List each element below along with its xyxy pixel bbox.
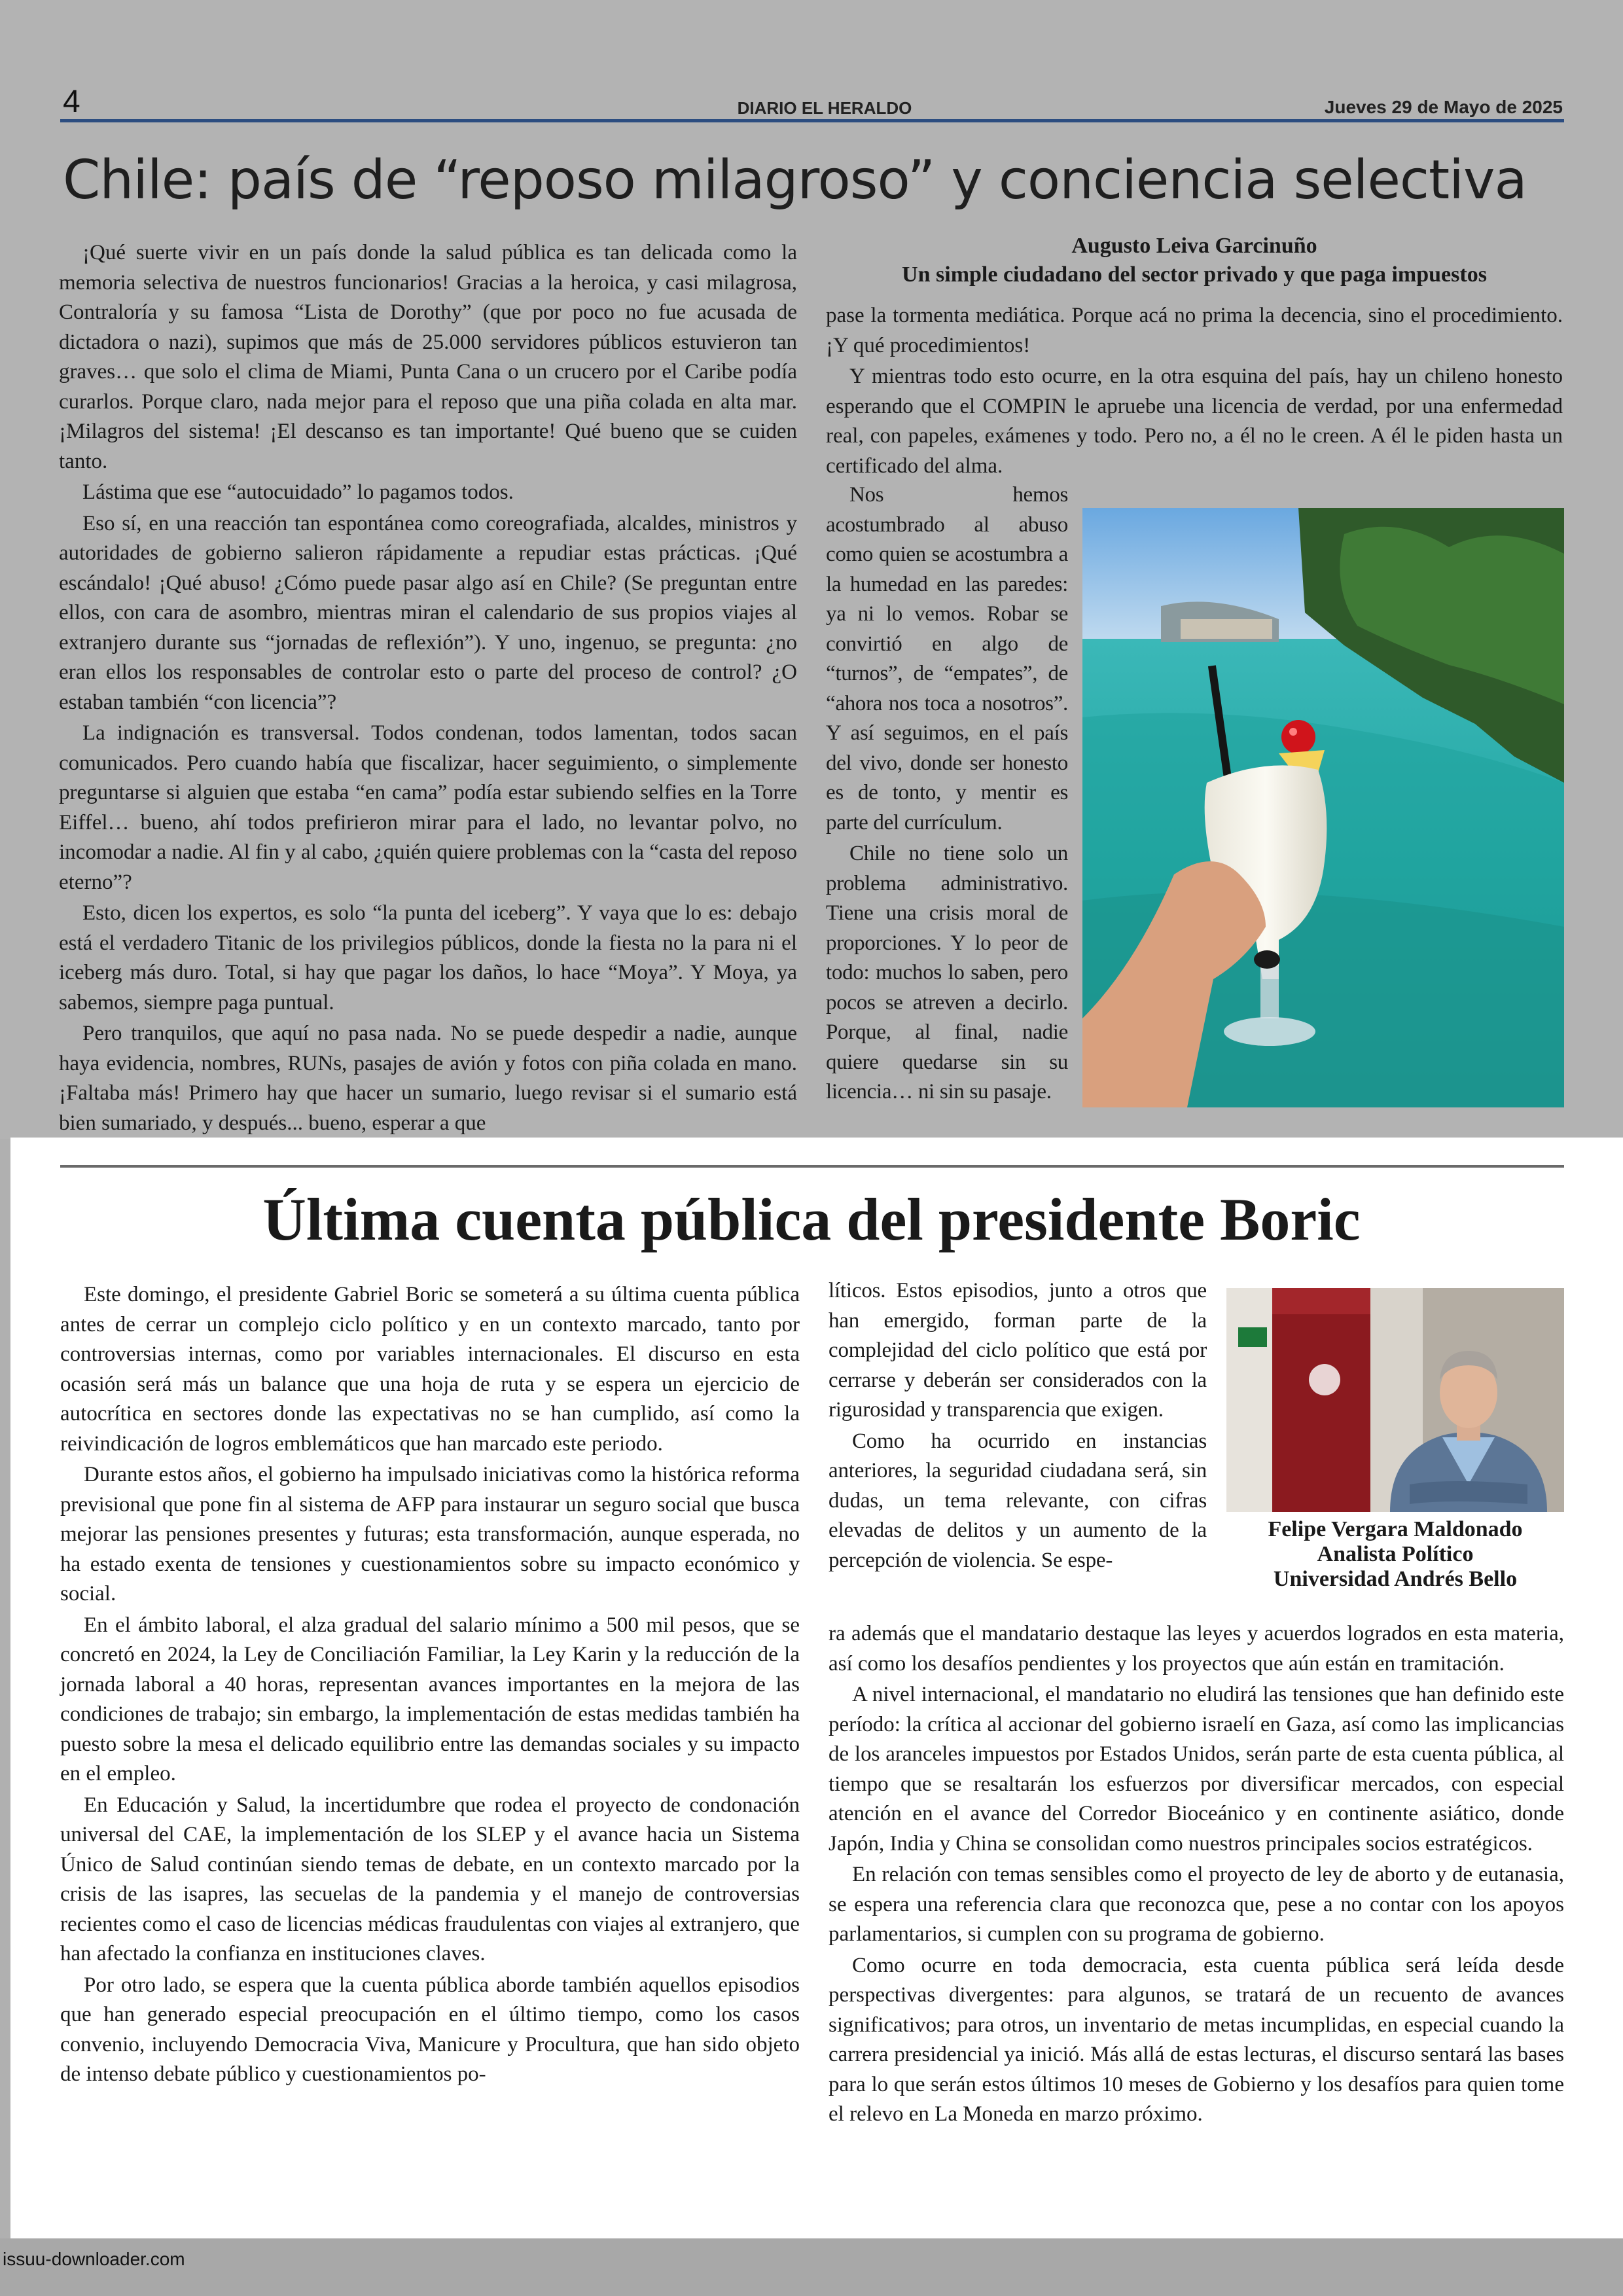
paragraph: Pero tranquilos, que aquí no pasa nada. No se puede despedir a nadie, aunque haya evidencia, nombres, RUNs, pasajes de avión y fotos con piña colada en mano. ¡Faltaba más! Primero hay que hacer un sumario, luego revisar si el sumario está bien sumariado, y después... bueno, esperar a que [59,1022,797,1135]
article1-column2-narrow [826,480,1068,1109]
paragraph: Eso sí, en una reacción tan espontánea como coreografiada, alcaldes, ministros y autoridades de gobierno salieron rápidamente a repudiar estas prácticas. ¡Qué escándalo! ¡Qué abuso! ¿Cómo puede pasar algo así en Chile? (Se preguntan entre ellos, con cara de asombro, mientras miran el calendario de sus propios viajes al extranjero durante sus “jornadas de reflexión”). Y uno, ingenuo, se pregunta: ¿no eran ellos los responsables de controlar esto o parte del proceso de control? ¿O estaban también “con licencia”? [59,511,797,714]
paragraph: Nos hemos acostumbrado al abuso como quien se acostumbra a la humedad en las paredes: ya ni lo vemos. Robar se convirtió en algo de “turnos”, de “empates”, de “ahora nos toca a nosotros”. Y así seguimos, en el país del vivo, donde ser honesto es de tonto, y mentir es parte del currículum. [826,483,1068,834]
section-divider [60,1165,1564,1168]
paragraph: ra además que el mandatario destaque las leyes y acuerdos logrados en esta materia, así como los desafíos pendientes y los proyectos que aún están en tramitación. [829,1622,1564,1676]
paragraph: Como ocurre en toda democracia, esta cuenta pública será leída desde perspectivas divergentes: para algunos, se tratará de un recuento de avances significativos; para otros, un inventario de metas incumplidas, en especial cuando la carrera presidencial ya inició. Más allá de estas lecturas, el discurso sentará las bases para lo que serán estos últimos 10 meses de Gobierno y los desafíos para quien tome el relevo en La Moneda en marzo próximo. [829,1953,1564,2126]
article2-column2-wide [829,1619,1564,2131]
paragraph: ¡Qué suerte vivir en un país donde la salud pública es tan delicada como la memoria selectiva de nuestros funcionarios! Gracias a la heroica, y casi milagrosa, Contraloría y su famosa “Lista de Dorothy” (que por poco no fue acusada de dictadora o nazi), supimos que más de 25.000 servidores públicos estuvieron tan graves… que solo el clima de Miami, Punta Cana o un crucero por el Caribe podía curarlos. Porque claro, nada mejor para el reposo que una piña colada en alta mar. ¡Milagros del sistema! ¡El descanso es tan importante! Qué bueno que se cuiden tanto. [59,241,797,473]
article2-author-name: Felipe Vergara Maldonado [1268,1517,1523,1541]
article2-author-role: Analista Político [1317,1542,1474,1566]
pina-colada-photo [1082,508,1564,1107]
article2-column2-narrow [829,1276,1207,1577]
paragraph: Como ha ocurrido en instancias anteriores, la seguridad ciudadana será, sin dudas, un tema relevante, con cifras elevadas de delitos y un aumento de la percepción de violencia. Se espe- [829,1429,1207,1572]
newspaper-name: DIARIO EL HERALDO [737,98,912,118]
paragraph: Este domingo, el presidente Gabriel Boric se someterá a su última cuenta pública antes de cerrar un complejo ciclo político y en un contexto marcado, tanto por controversias internas, como por variables internacionales. El discurso en esta ocasión será más un balance que una hoja de ruta y se espera un ejercicio de autocrítica en sectores donde las expectativas no se han cumplido, así como la reivindicación de logros emblemáticos que han marcado este periodo. [60,1283,800,1456]
article2-author-affiliation: Universidad Andrés Bello [1273,1567,1518,1591]
article1-byline [825,232,1564,289]
paragraph: Por otro lado, se espera que la cuenta pública aborde también aquellos episodios que han generado especial preocupación en el último tiempo, como los casos convenio, incluyendo Democracia Viva, Manicure y Procultura, que han sido objeto de intenso debate público y cuestionamientos po- [60,1973,800,2086]
paragraph: En Educación y Salud, la incertidumbre que rodea el proyecto de condonación universal del CAE, la implementación de los SLEP y el avance hacia un Sistema Único de Salud continúan siendo temas de debate, en un contexto marcado por la crisis de las isapres, las secuelas de la pandemia y el manejo de controversias recientes como el caso de licencias médicas fraudulentas con viajes al extranjero, que han afectado la confianza en instituciones claves. [60,1793,800,1965]
paragraph: Lástima que ese “autocuidado” lo pagamos todos. [82,480,514,504]
header-rule [60,119,1564,122]
paragraph: A nivel internacional, el mandatario no eludirá las tensiones que han definido este período: la crítica al accionar del gobierno israelí en Gaza, así como las implicancias de los aranceles impuestos por Estados Unidos, serán parte de esta cuenta pública, al tiempo que se resaltarán los esfuerzos por diversificar mercados, con especial atención en el avance del Corredor Bioceánico y en continente asiático, donde Japón, India y China se consolidan como nuestros principales socios estratégicos. [829,1683,1564,1856]
article1-headline: Chile: país de “reposo milagroso” y conciencia selectiva [63,149,1527,211]
article1-column2-top [826,301,1563,482]
paragraph: líticos. Estos episodios, junto a otros que han emergido, forman parte de la complejidad del ciclo político que está por cerrarse y deberán ser considerados con la rigurosidad y transparencia que exigen. [829,1279,1207,1422]
page-number: 4 [63,84,80,119]
article1-author: Augusto Leiva Garcinuño [1071,234,1317,258]
article2-byline [1226,1517,1564,1592]
author-portrait-photo [1226,1288,1564,1512]
paragraph: La indignación es transversal. Todos condenan, todos lamentan, todos sacan comunicados. Pero cuando había que fiscalizar, hacer seguimiento, o simplemente preguntarse si alguien que estaba “en cama” podía estar subiendo selfies en la Torre Eiffel… bueno, ahí todos prefirieron mirar para el lado, no levantar polvo, no incomodar a nadie. Al fin y al cabo, ¿quién quiere problemas con la “casta del reposo eterno”? [59,721,797,894]
article1-author-description: Un simple ciudadano del sector privado y que paga impuestos [902,262,1487,287]
footer-band [0,2238,1623,2296]
paragraph: Chile no tiene solo un problema administrativo. Tiene una crisis moral de proporciones. Y lo peor de todo: muchos lo saben, pero pocos se atreven a decirlo. Porque, al final, nadie quiere quedarse sin su licencia… ni sin su pasaje. [826,842,1068,1103]
watermark-text: issuu-downloader.com [3,2249,185,2269]
paragraph: Esto, dicen los expertos, es solo “la punta del iceberg”. Y vaya que lo es: debajo está el verdadero Titanic de los privilegios públicos, donde la fiesta no la para ni el iceberg más duro. Total, si hay que pagar los daños, lo hace “Moya”. Y Moya, ya sabemos, siempre paga puntual. [59,901,797,1014]
article2-column1 [60,1280,800,2091]
paragraph: Y mientras todo esto ocurre, en la otra esquina del país, hay un chileno honesto esperando que el COMPIN le apruebe una licencia de verdad, por una enfermedad real, con papeles, exámenes y todo. Pero no, a él no le creen. A él le piden hasta un certificado del alma. [826,365,1563,478]
paragraph: Durante estos años, el gobierno ha impulsado iniciativas como la histórica reforma previsional que pone fin al sistema de AFP para instaurar un seguro social que busca mejorar las pensiones presentes y futuras; esta transformación, aunque esperada, no ha estado exenta de tensiones y cuestionamientos sobre su impacto económico y social. [60,1463,800,1605]
paragraph: pase la tormenta mediática. Porque acá no prima la decencia, sino el procedimiento. ¡Y qué procedimientos! [826,304,1563,357]
paragraph: En el ámbito laboral, el alza gradual del salario mínimo a 500 mil pesos, que se concretó en 2024, la Ley de Conciliación Familiar, la Ley Karin y la reducción de la jornada laboral a 40 horas, representan avances importantes en la mejora de las condiciones de trabajo; sin embargo, la implementación de estas medidas también ha puesto sobre la mesa el delicado equilibrio entre las demandas sociales y su impacto en el empleo. [60,1613,800,1785]
publication-date: Jueves 29 de Mayo de 2025 [1324,97,1563,117]
article1-column1 [59,238,797,1139]
article2-headline: Última cuenta pública del presidente Boric [262,1186,1361,1253]
paragraph: En relación con temas sensibles como el proyecto de ley de aborto y de eutanasia, se espera una referencia clara que reconozca que, pese a no contar con los apoyos parlamentarios, si cumplen con su programa de gobierno. [829,1863,1564,1946]
